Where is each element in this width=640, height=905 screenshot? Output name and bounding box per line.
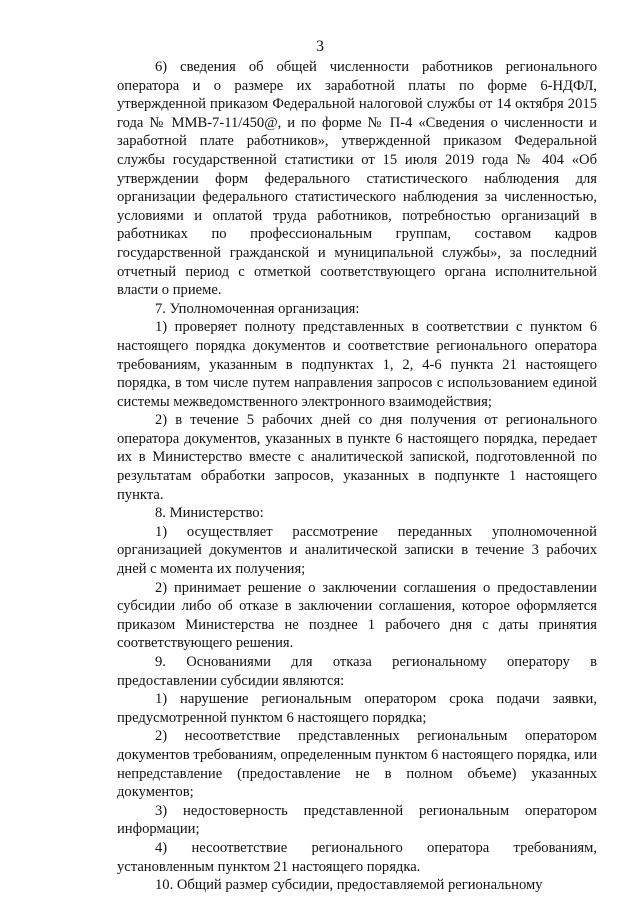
paragraph-9-3: 3) недостоверность представленной региональным оператором информации; <box>117 802 597 838</box>
document-body <box>117 58 597 895</box>
paragraph-10-start: 10. Общий размер субсидии, предоставляемой региональному <box>155 877 543 894</box>
paragraph-9-4: 4) несоответствие регионального оператора требованиям, установленным пунктом 21 настоящего порядка. <box>117 839 597 875</box>
paragraph-7-heading: 7. Уполномоченная организация: <box>155 300 360 317</box>
paragraph-8-heading: 8. Министерство: <box>155 505 264 522</box>
paragraph-9-2: 2) несоответствие представленных региональным оператором документов требованиям, определенным пунктом 6 настоящего порядка, или непредставление (предоставление не в полном объеме) указанных документов; <box>117 728 597 801</box>
paragraph-7-2: 2) в течение 5 рабочих дней со дня получения от регионального оператора документов, указанных в пункте 6 настоящего порядка, передает их в Министерство вместе с аналитической запиской, подготовленной по результатам обработки запросов, указанных в подпункте 1 настоящего пункта. <box>117 412 597 503</box>
paragraph-8-2: 2) принимает решение о заключении соглашения о предоставлении субсидии либо об отказе в заключении соглашения, которое оформляется приказом Министерства не позднее 1 рабочего дня с даты принятия соответствующего решения. <box>117 579 597 652</box>
paragraph-8-1: 1) осуществляет рассмотрение переданных уполномоченной организацией документов и аналитической записки в течение 3 рабочих дней с момента их получения; <box>117 523 597 578</box>
paragraph-7-1: 1) проверяет полноту представленных в соответствии с пунктом 6 настоящего порядка документов и соответствие регионального оператора требованиям, указанным в подпунктах 1, 2, 4-6 пункта 21 настоящего порядка, в том числе путем направления запросов с использованием единой системы межведомственного электронного взаимодействия; <box>117 319 597 410</box>
paragraph-9-1: 1) нарушение региональным оператором срока подачи заявки, предусмотренной пунктом 6 настоящего порядка; <box>117 691 597 726</box>
paragraph-6-info-on-staff: 6) сведения об общей численности работников регионального оператора и о размере их заработной платы по форме 6-НДФЛ, утвержденной приказом Федеральной налоговой службы от 14 октября 2015 года № ММВ-7-11/450@, и по форме № П-4 «Сведения о численности и заработной плате работников», утвержденной приказом Федеральной службы государственной статистики от 15 июля 2019 года № 404 «Об утверждении форм федерального статистического наблюдения для организации федерального статистического наблюдения за численностью, условиями и оплатой труда работников, потребностью организаций в работниках по профессиональным группам, составом кадров государственной гражданской и муниципальной службы», за последний отчетный период с отметкой соответствующего органа исполнительной власти о приеме. <box>117 59 597 299</box>
page-number: 3 <box>316 38 324 55</box>
paragraph-9-heading: 9. Основаниями для отказа региональному оператору в предоставлении субсидии являются: <box>117 654 597 689</box>
